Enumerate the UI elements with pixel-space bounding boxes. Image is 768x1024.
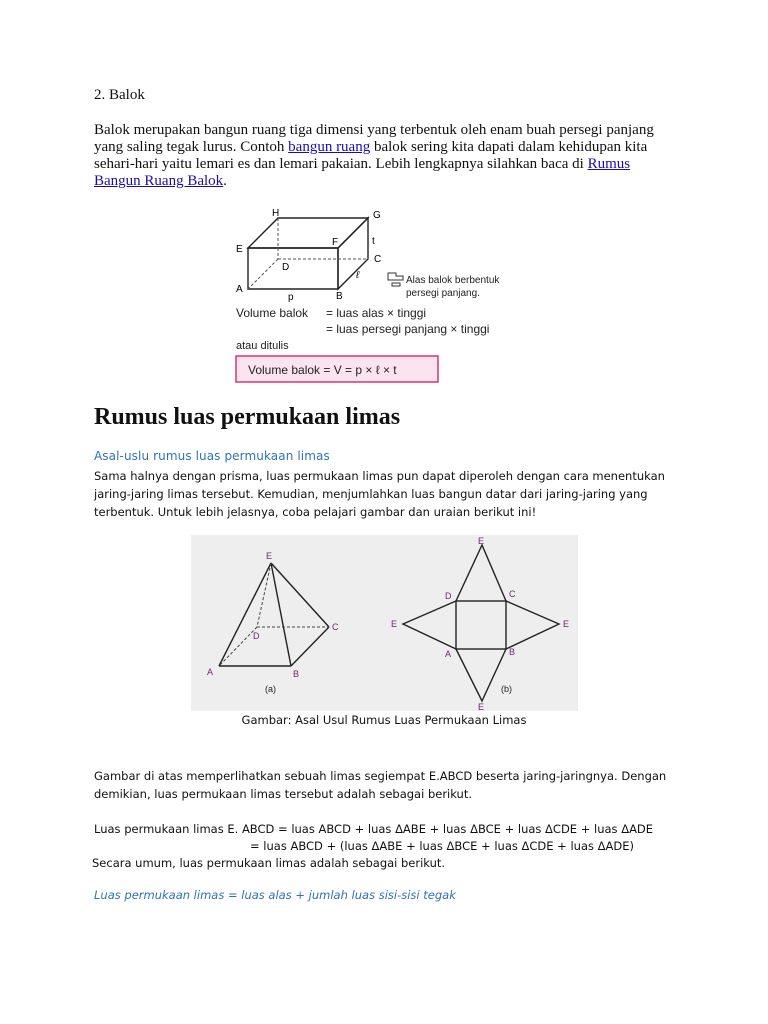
limas-figure	[191, 535, 578, 711]
limas-paragraph: Sama halnya dengan prisma, luas permukaan limas pun dapat diperoleh dengan cara menentukan jaring-jaring limas tersebut. Kemudian, menjumlahkan luas bangun datar dari jaring-jaring yang terbentuk. Untuk lebih jelasnya, coba pelajari gambar dan uraian berikut ini!	[94, 469, 665, 519]
label-t: t	[372, 236, 375, 247]
volume-line1: = luas alas × tinggi	[326, 306, 427, 320]
figure-caption: Gambar: Asal Usul Rumus Luas Permukaan Limas	[241, 713, 527, 727]
general-formula: Luas permukaan limas = luas alas + jumlah luas sisi-sisi tegak	[94, 888, 456, 902]
net-label-E-top: E	[478, 536, 485, 546]
box-top-face	[248, 218, 368, 248]
general-intro: Secara umum, luas permukaan limas adalah sebagai berikut.	[92, 856, 446, 870]
balok-text-middle: balok sering kita dapati dalam kehidupan kita sehari-hari yaitu lemari es dan lemari pakaian. Lebih lengkapnya silahkan baca di	[94, 139, 648, 172]
pointing-hand-icon	[388, 273, 403, 286]
balok-text-after: .	[223, 173, 227, 189]
pyramid-hidden-DA	[219, 627, 257, 666]
balok-note-line2: persegi panjang.	[406, 288, 480, 299]
pyramid-label-C: C	[332, 622, 339, 632]
pyramid-hidden-ED	[257, 563, 271, 627]
formula-line-2: = luas ABCD + (luas ΔABE + luas ΔBCE + luas ΔCDE + luas ΔADE)	[250, 839, 634, 853]
pyramid-edge-EC	[271, 563, 329, 627]
net-label-D: D	[445, 591, 452, 601]
vertex-A: A	[236, 284, 243, 295]
balok-note-line1: Alas balok berbentuk	[406, 275, 500, 286]
link-rumus-bangun-ruang-balok[interactable]: Rumus Bangun Ruang Balok	[94, 156, 631, 189]
vertex-B: B	[336, 291, 343, 302]
balok-text-before: Balok merupakan bangun ruang tiga dimensi yang terbentuk oleh enam buah persegi panjang yang saling tegak lurus. Contoh	[94, 122, 654, 155]
net-label-E-left: E	[391, 619, 398, 629]
net-label-B: B	[509, 647, 516, 657]
figure-label-a: (a)	[265, 684, 276, 694]
page-title: Rumus luas permukaan limas	[94, 404, 401, 430]
pyramid-label-E: E	[266, 551, 273, 561]
atau-ditulis: atau ditulis	[236, 340, 289, 352]
explanation-paragraph: Gambar di atas memperlihatkan sebuah limas segiempat E.ABCD beserta jaring-jaringnya. Dengan demikian, luas permukaan limas tersebut adalah sebagai berikut.	[94, 769, 667, 801]
net-label-C: C	[509, 589, 516, 599]
net-label-E-right: E	[563, 619, 570, 629]
subheading: Asal-uslu rumus luas permukaan limas	[94, 449, 330, 463]
net-label-A: A	[445, 649, 452, 659]
volume-line2: = luas persegi panjang × tinggi	[326, 322, 490, 336]
net-triangle-top	[456, 545, 506, 601]
box-front-face	[248, 248, 338, 289]
net-label-E-bottom: E	[478, 702, 485, 711]
vertex-H: H	[272, 208, 280, 219]
pyramid-label-A: A	[207, 667, 214, 677]
vertex-C: C	[374, 254, 382, 265]
pyramid-label-D: D	[253, 631, 260, 641]
formula-line-1: Luas permukaan limas E. ABCD = luas ABCD + luas ΔABE + luas ΔBCE + luas ΔCDE + luas ΔADE	[94, 822, 654, 836]
label-l: ℓ	[356, 270, 360, 281]
figure-label-b: (b)	[501, 684, 512, 694]
label-p: p	[288, 292, 294, 303]
volume-label: Volume balok	[236, 306, 309, 320]
pyramid-edge-EB	[271, 563, 291, 666]
box-right-face	[338, 218, 368, 289]
balok-paragraph	[94, 122, 664, 190]
pyramid-edge-EA	[219, 563, 271, 666]
net-triangle-left	[403, 601, 456, 649]
pyramid-label-B: B	[293, 669, 300, 679]
vertex-D: D	[282, 262, 290, 273]
pyramid-edge-BC	[291, 627, 329, 666]
balok-figure	[228, 204, 548, 390]
net-triangle-bottom	[456, 649, 506, 701]
section-number: 2. Balok	[94, 87, 145, 103]
boxed-formula: Volume balok = V = p × ℓ × t	[248, 363, 397, 377]
link-bangun-ruang[interactable]: bangun ruang	[288, 139, 371, 155]
vertex-E: E	[236, 244, 243, 255]
net-triangle-right	[506, 601, 559, 649]
vertex-G: G	[373, 210, 381, 221]
net-base-square	[456, 601, 506, 649]
box-hidden-edge-side	[248, 259, 278, 289]
vertex-F: F	[332, 237, 339, 248]
